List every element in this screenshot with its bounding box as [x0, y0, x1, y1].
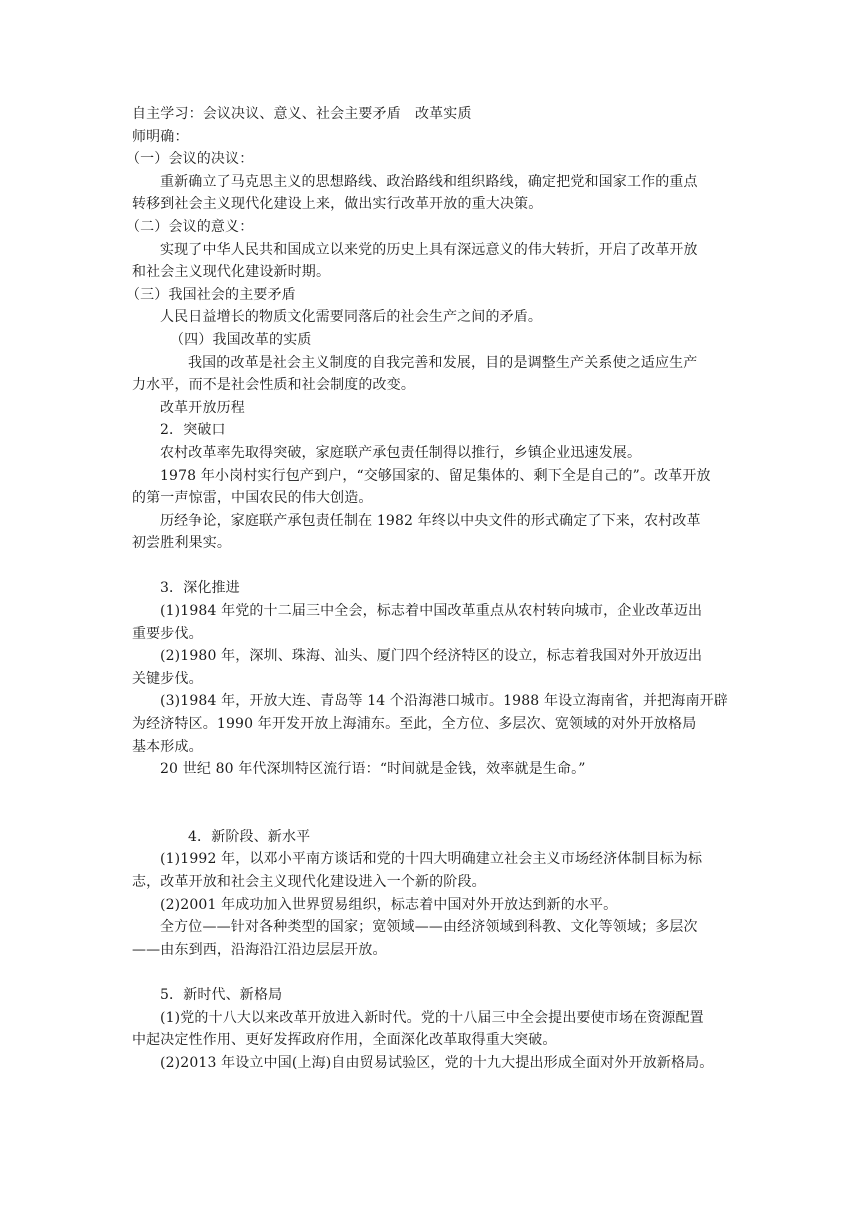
subheading-deepening: 3．深化推进 [160, 580, 240, 597]
paragraph-line: (2)2013 年设立中国(上海)自由贸易试验区，党的十九大提出形成全面对外开放新格局。 [160, 1054, 714, 1071]
paragraph-line: 力水平，而不是社会性质和社会制度的改变。 [132, 377, 415, 394]
paragraph-line: 为经济特区。1990 年开发开放上海浦东。至此，全方位、多层次、宽领域的对外开放格局 [132, 716, 697, 733]
paragraph-line: 20 世纪 80 年代深圳特区流行语：“时间就是金钱，效率就是生命。” [160, 761, 586, 778]
paragraph-line: (2)2001 年成功加入世界贸易组织，标志着中国对外开放达到新的水平。 [160, 896, 618, 913]
section-heading-2: （二）会议的意义： [126, 218, 254, 235]
paragraph-line: ——由东到西，沿海沿江沿边层层开放。 [132, 941, 387, 958]
paragraph-line: 实现了中华人民共和国成立以来党的历史上具有深远意义的伟大转折，开启了改革开放 [160, 241, 698, 258]
section-heading-1: （一）会议的决议： [126, 151, 254, 168]
subheading-reform-history: 改革开放历程 [160, 399, 245, 416]
paragraph-line: 中起决定性作用、更好发挥政府作用，全面深化改革取得重大突破。 [132, 1032, 557, 1049]
paragraph-line: (1)党的十八大以来改革开放进入新时代。党的十八届三中全会提出要使市场在资源配置 [160, 1009, 704, 1026]
heading-self-study: 自主学习：会议决议、意义、社会主要矛盾 改革实质 [132, 106, 472, 122]
paragraph-line: 1978 年小岗村实行包产到户，“交够国家的、留足集体的、剩下全是自己的”。改革开放 [160, 467, 711, 484]
paragraph-line: 转移到社会主义现代化建设上来，做出实行改革开放的重大决策。 [132, 196, 543, 213]
paragraph-line: (1)1984 年党的十二届三中全会，标志着中国改革重点从农村转向城市，企业改革迈出 [160, 603, 703, 620]
paragraph-line: (3)1984 年，开放大连、青岛等 14 个沿海港口城市。1988 年设立海南省，并把海南开辟 [160, 693, 728, 710]
paragraph-line: 重要步伐。 [132, 625, 203, 642]
paragraph-line: 和社会主义现代化建设新时期。 [132, 264, 331, 281]
paragraph-line: 基本形成。 [132, 738, 203, 755]
subheading-new-stage: 4．新阶段、新水平 [188, 828, 311, 845]
paragraph-line: 初尝胜利果实。 [132, 535, 232, 552]
paragraph-line: (2)1980 年，深圳、珠海、汕头、厦门四个经济特区的设立，标志着我国对外开放迈出 [160, 648, 703, 665]
section-heading-3: （三）我国社会的主要矛盾 [126, 286, 296, 303]
teacher-clarifies: 师明确： [132, 128, 189, 145]
paragraph-line: 农村改革率先取得突破，家庭联产承包责任制得以推行，乡镇企业迅速发展。 [160, 444, 642, 461]
paragraph-line: 志，改革开放和社会主义现代化建设进入一个新的阶段。 [132, 874, 486, 890]
blank-line [132, 961, 730, 984]
paragraph-line: 历经争论，家庭联产承包责任制在 1982 年终以中央文件的形式确定了下来，农村改革 [160, 512, 701, 529]
subheading-new-era: 5．新时代、新格局 [160, 986, 283, 1003]
paragraph-line: 人民日益增长的物质文化需要同落后的社会生产之间的矛盾。 [160, 309, 543, 326]
paragraph-line: 的第一声惊雷，中国农民的伟大创造。 [132, 490, 373, 507]
paragraph-line: 全方位——针对各种类型的国家；宽领域——由经济领域到科教、文化等领域；多层次 [160, 919, 698, 936]
subheading-breakthrough: 2．突破口 [160, 422, 226, 439]
blank-line [132, 781, 730, 826]
paragraph-line: 我国的改革是社会主义制度的自我完善和发展，目的是调整生产关系使之适应生产 [188, 354, 698, 371]
paragraph-line: (1)1992 年，以邓小平南方谈话和党的十四大明确建立社会主义市场经济体制目标为标 [160, 851, 703, 868]
paragraph-line: 重新确立了马克思主义的思想路线、政治路线和组织路线，确定把党和国家工作的重点 [160, 173, 698, 190]
paragraph-line: 关键步伐。 [132, 670, 203, 687]
blank-line [132, 555, 730, 578]
document-body [126, 103, 730, 1074]
section-heading-4: （四）我国改革的实质 [170, 331, 312, 348]
